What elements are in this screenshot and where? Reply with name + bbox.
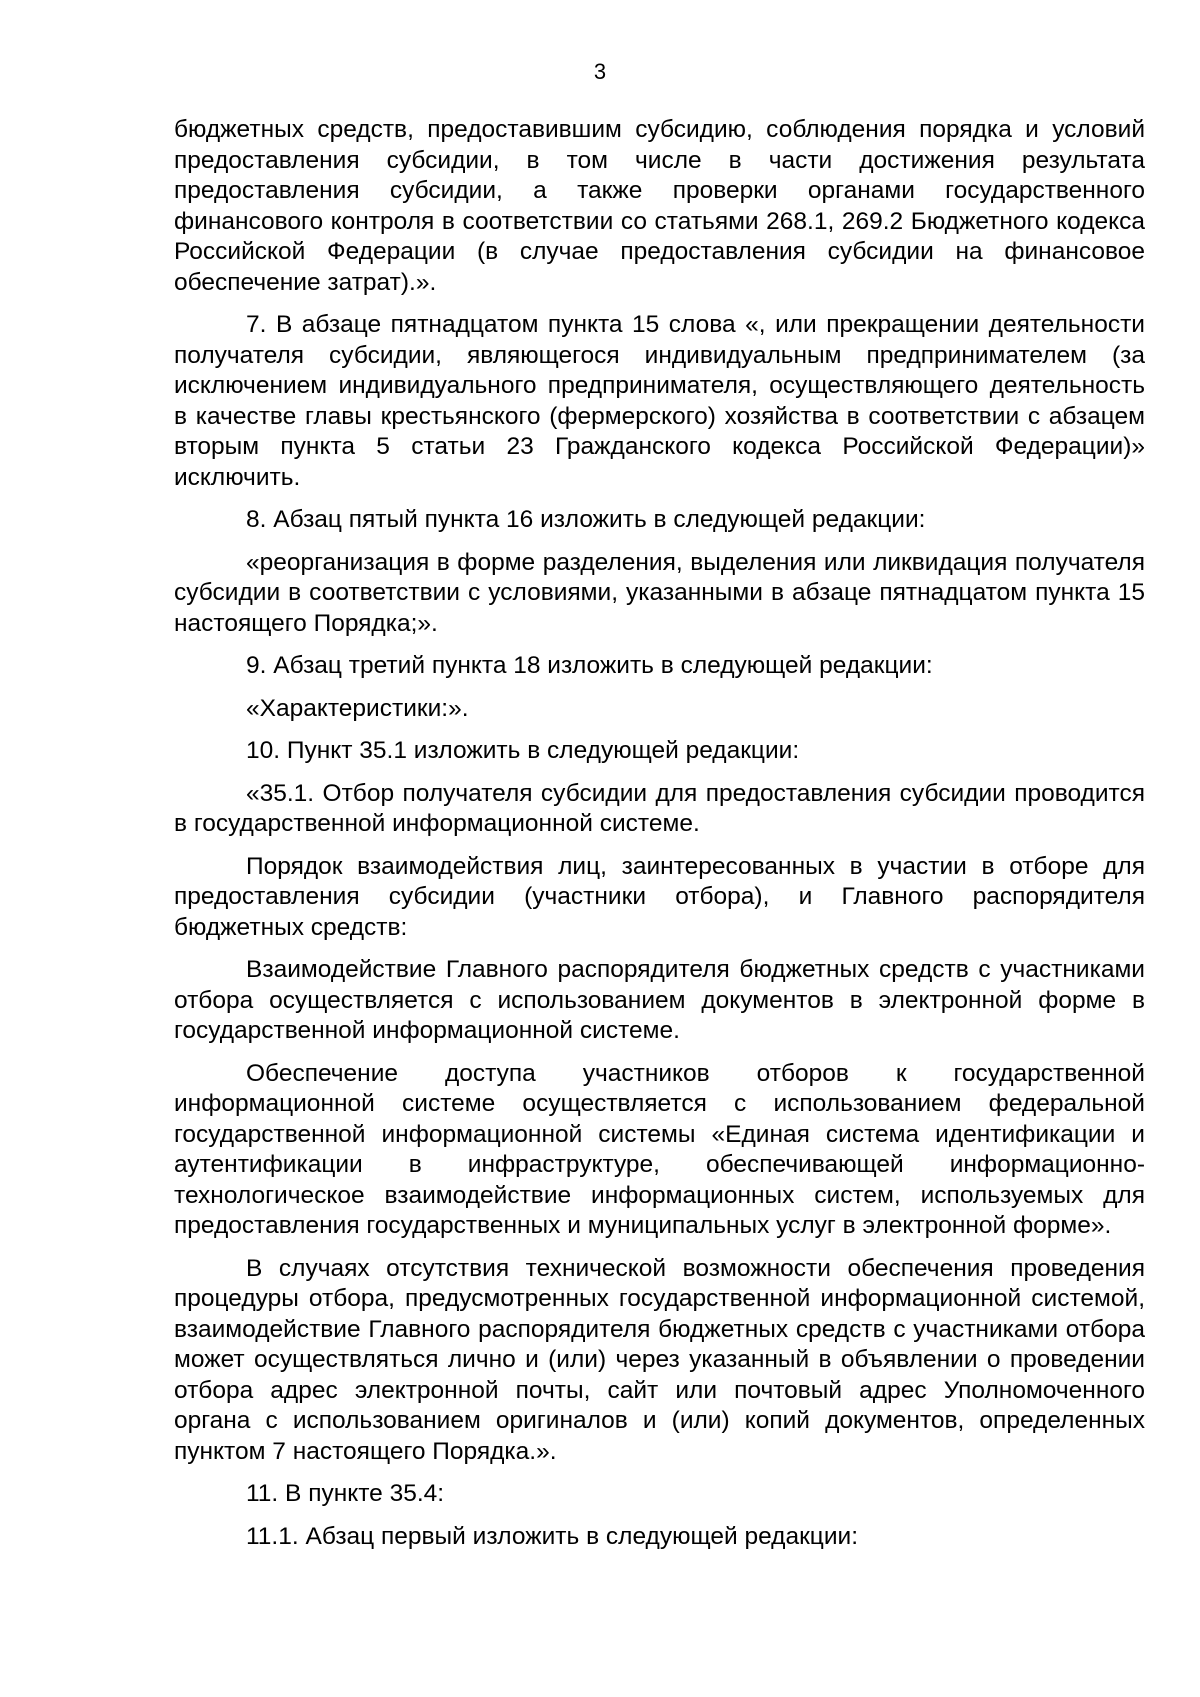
paragraph-item-11-1: 11.1. Абзац первый изложить в следующей редакции: bbox=[246, 1522, 859, 1550]
paragraph-item-7: 7. В абзаце пятнадцатом пункта 15 слова «, или прекращении деятельности получателя субсидии, являющегося индивидуальным предпринимателем (за исключением индивидуального предпринимателя, осуществляющего деятельность в качестве главы крестьянского (фермерского) хозяйства в соответствии с абзацем вторым пункта 5 статьи 23 Гражданского кодекса Российской Федерации)» исключить. bbox=[174, 311, 1145, 491]
paragraph-electronic-interaction: Взаимодействие Главного распорядителя бюджетных средств с участниками отбора осуществляется с использованием документов в электронной форме в государственной информационной системе. bbox=[174, 956, 1145, 1044]
paragraph-no-technical-possibility: В случаях отсутствия технической возможности обеспечения проведения процедуры отбора, предусмотренных государственной информационной системой, взаимодействие Главного распорядителя бюджетных средств с участниками отбора может осуществляться лично и (или) через указанный в объявлении о проведении отбора адрес электронной почты, сайт или почтовый адрес Уполномоченного органа с использованием оригиналов и (или) копий документов, определенных пунктом 7 настоящего Порядка.». bbox=[174, 1254, 1145, 1465]
paragraph-item-9-quote: «Характеристики:». bbox=[246, 694, 469, 722]
paragraph-continuation: бюджетных средств, предоставившим субсидию, соблюдения порядка и условий предоставления субсидии, в том числе в части достижения результата предоставления субсидии, а также проверки органами государственного финансового контроля в соответствии со статьями 268.1, 269.2 Бюджетного кодекса Российской Федерации (в случае предоставления субсидии на финансовое обеспечение затрат).». bbox=[174, 116, 1145, 296]
document-body bbox=[174, 115, 1145, 1564]
paragraph-item-35-1: «35.1. Отбор получателя субсидии для предоставления субсидии проводится в государственной информационной системе. bbox=[174, 779, 1145, 837]
paragraph-item-10: 10. Пункт 35.1 изложить в следующей редакции: bbox=[246, 737, 800, 764]
paragraph-item-8: 8. Абзац пятый пункта 16 изложить в следующей редакции: bbox=[246, 506, 926, 533]
paragraph-item-9: 9. Абзац третий пункта 18 изложить в следующей редакции: bbox=[246, 652, 933, 679]
paragraph-interaction-order: Порядок взаимодействия лиц, заинтересованных в участии в отборе для предоставления субсидии (участники отбора), и Главного распорядителя бюджетных средств: bbox=[174, 852, 1145, 941]
paragraph-item-8-quote: «реорганизация в форме разделения, выделения или ликвидация получателя субсидии в соответствии с условиями, указанными в абзаце пятнадцатом пункта 15 настоящего Порядка;». bbox=[174, 548, 1145, 637]
page-number: 3 bbox=[593, 59, 607, 84]
paragraph-item-11: 11. В пункте 35.4: bbox=[246, 1480, 445, 1507]
paragraph-access-provision: Обеспечение доступа участников отборов к государственной информационной системе осуществляется с использованием федеральной государственной информационной системы «Единая система идентификации и аутентификации в инфраструктуре, обеспечивающей информационно-технологическое взаимодействие информационных систем, используемых для предоставления государственных и муниципальных услуг в электронной форме». bbox=[174, 1059, 1145, 1239]
